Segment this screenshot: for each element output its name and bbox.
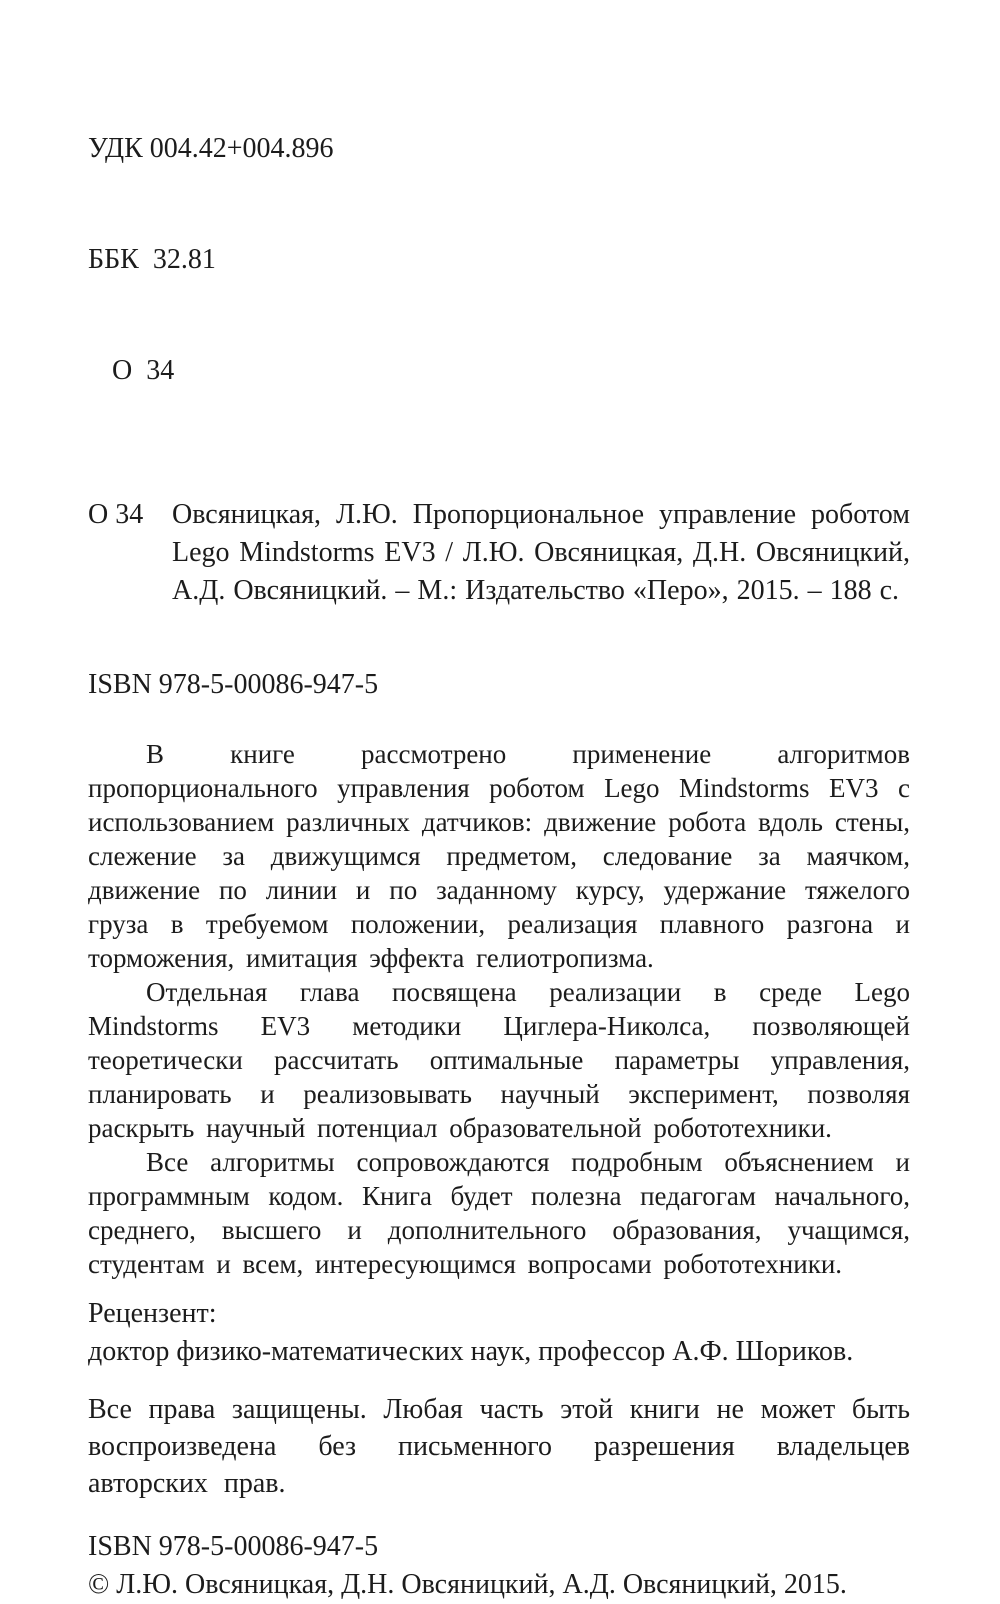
footer-block xyxy=(88,1528,910,1604)
reviewer-heading: Рецензент: xyxy=(88,1298,217,1329)
codes-block xyxy=(88,56,910,463)
rights-paragraph: Все права защищены. Любая часть этой книги не может быть воспроизведена без письменного разрешения владельцев авторских прав. xyxy=(88,1394,910,1499)
isbn-bottom: ISBN 978-5-00086-947-5 xyxy=(88,1531,379,1562)
catalog-entry-text: Овсяницкая, Л.Ю. Пропорциональное управление роботом Lego Mindstorms EV3 / Л.Ю. Овсяницкая, Д.Н. Овсяницкий, А.Д. Овсяницкий. – М.: Издательство «Перо», 2015. – 188 с. xyxy=(172,499,910,606)
isbn-top: ISBN 978-5-00086-947-5 xyxy=(88,669,379,700)
author-sign-code: О 34 xyxy=(112,355,175,386)
reviewer-block xyxy=(88,1295,910,1371)
catalog-entry xyxy=(88,496,910,610)
catalog-entry-label: О 34 xyxy=(88,499,144,530)
reviewer-name: доктор физико-математических наук, профессор А.Ф. Шориков. xyxy=(88,1336,854,1367)
annotation-paragraph-3: Все алгоритмы сопровождаются подробным объяснением и программным кодом. Книга будет полезна педагогам начального, среднего, высшего и дополнительного образования, учащимся, студентам и всем, интересующимся вопросами робототехники. xyxy=(88,1147,910,1279)
bbk-code: ББК 32.81 xyxy=(88,244,216,275)
udk-code: УДК 004.42+004.896 xyxy=(88,133,334,164)
annotation-block xyxy=(88,737,910,1281)
copyright-line: © Л.Ю. Овсяницкая, Д.Н. Овсяницкий, А.Д. Овсяницкий, 2015. xyxy=(88,1569,847,1600)
annotation-paragraph-2: Отдельная глава посвящена реализации в среде Lego Mindstorms EV3 методики Циглера-Николса, позволяющей теоретически рассчитать оптимальные параметры управления, планировать и реализовывать научный эксперимент, позволяя раскрыть научный потенциал образовательной робототехники. xyxy=(88,977,910,1143)
annotation-paragraph-1: В книге рассмотрено применение алгоритмов пропорционального управления роботом Lego Mindstorms EV3 с использованием различных датчиков: движение робота вдоль стены, слежение за движущимся предметом, следование за маячком, движение по линии и по заданному курсу, удержание тяжелого груза в требуемом положении, реализация плавного разгона и торможения, имитация эффекта гелиотропизма. xyxy=(88,739,910,973)
